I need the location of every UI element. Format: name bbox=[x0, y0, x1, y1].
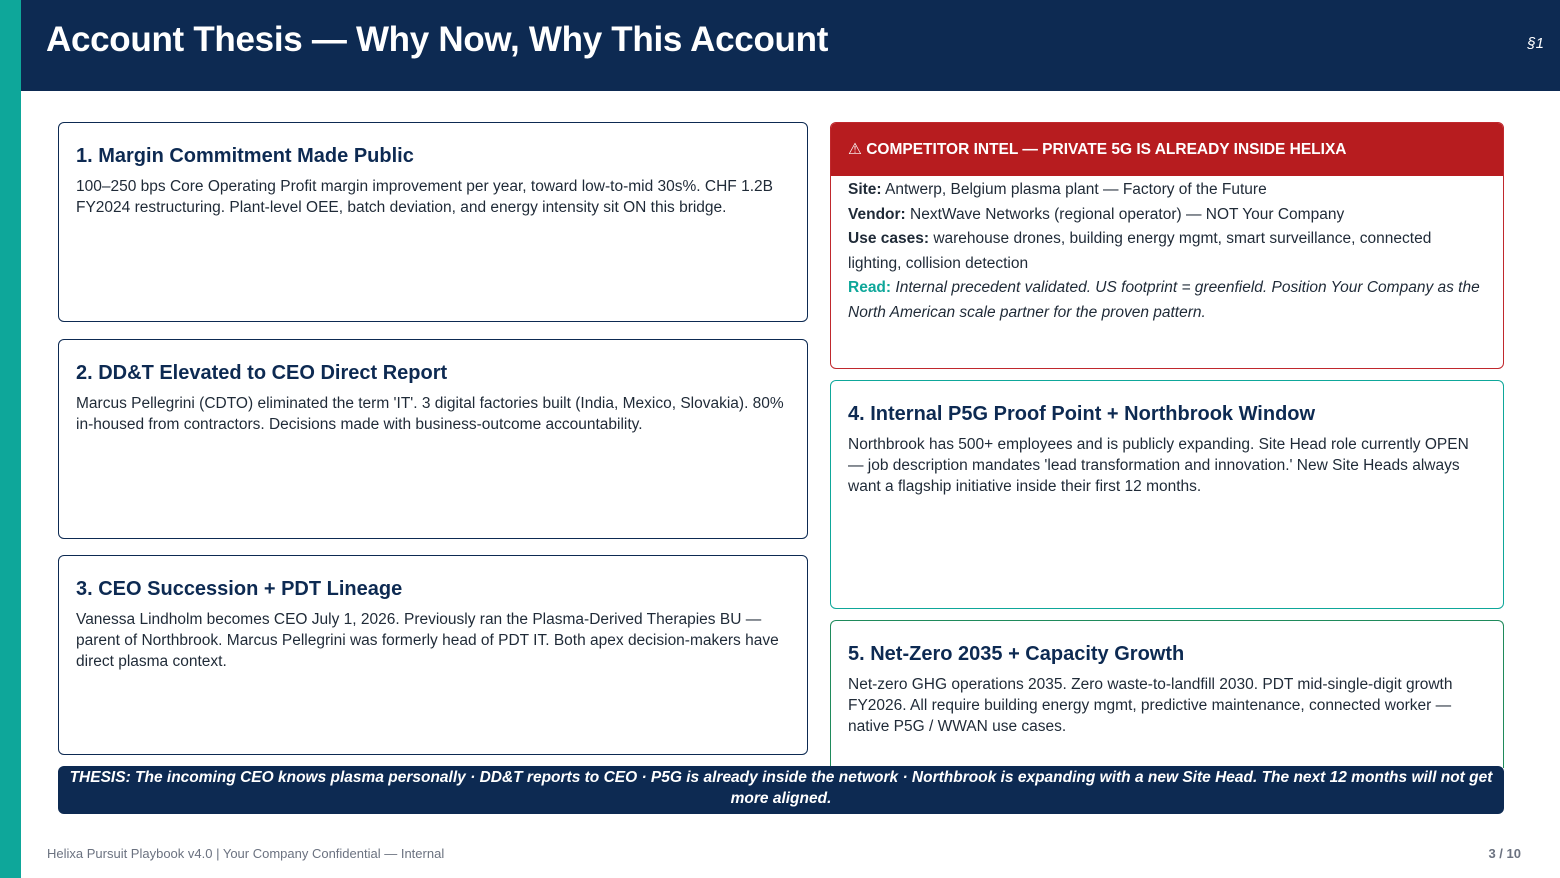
competitor-intel-header bbox=[831, 123, 1503, 176]
card-title: 1. Margin Commitment Made Public bbox=[76, 145, 414, 167]
intel-read-line bbox=[848, 276, 1486, 325]
card-body: Vanessa Lindholm becomes CEO July 1, 2026. Previously ran the Plasma-Derived Therapies BU — parent of Northbrook. Marcus Pellegrini was formerly head of PDT IT. Both apex decision-makers have direct plasma context. bbox=[76, 611, 779, 670]
card-body: 100–250 bps Core Operating Profit margin improvement per year, toward low-to-mid 30s%. CHF 1.2B FY2024 restructuring. Plant-level OEE, batch deviation, and energy intensity sit ON this bridge. bbox=[76, 178, 773, 216]
site-label: Site: bbox=[848, 181, 882, 198]
competitor-intel-heading: COMPETITOR INTEL — PRIVATE 5G IS ALREADY INSIDE HELIXA bbox=[866, 141, 1347, 158]
card-margin-commitment bbox=[58, 122, 808, 322]
site-value: Antwerp, Belgium plasma plant — Factory of the Future bbox=[885, 181, 1267, 198]
card-ceo-succession bbox=[58, 555, 808, 755]
usecases-label: Use cases: bbox=[848, 230, 930, 247]
intel-site-line bbox=[848, 178, 1486, 203]
card-title: 4. Internal P5G Proof Point + Northbrook Window bbox=[848, 403, 1316, 425]
slide-title: Account Thesis — Why Now, Why This Account bbox=[46, 20, 829, 59]
left-accent-bar bbox=[0, 0, 21, 878]
page-number: 3 / 10 bbox=[1488, 846, 1521, 861]
competitor-intel-panel bbox=[830, 122, 1504, 369]
card-title: 5. Net-Zero 2035 + Capacity Growth bbox=[848, 643, 1185, 665]
slide-header bbox=[21, 0, 1560, 91]
usecases-value: warehouse drones, building energy mgmt, smart surveillance, connected lighting, collision detection bbox=[848, 230, 1432, 272]
read-label: Read: bbox=[848, 279, 892, 296]
intel-usecases-line bbox=[848, 227, 1486, 276]
card-ddt-elevated bbox=[58, 339, 808, 539]
intel-vendor-line bbox=[848, 203, 1486, 228]
card-p5g-proof-point bbox=[830, 380, 1504, 609]
section-marker: §1 bbox=[1527, 35, 1544, 52]
card-title: 3. CEO Succession + PDT Lineage bbox=[76, 578, 403, 600]
vendor-value: NextWave Networks (regional operator) — NOT Your Company bbox=[910, 205, 1345, 223]
card-body: Marcus Pellegrini (CDTO) eliminated the term 'IT'. 3 digital factories built (India, Mexico, Slovakia). 80% in-housed from contractors. Decisions made with business-outcome accountability. bbox=[76, 395, 784, 433]
warning-icon: ⚠ bbox=[848, 141, 862, 158]
card-net-zero bbox=[830, 620, 1504, 768]
competitor-intel-body bbox=[831, 176, 1503, 325]
footer-text: Helixa Pursuit Playbook v4.0 | Your Company Confidential — Internal bbox=[47, 846, 445, 861]
thesis-banner: THESIS: The incoming CEO knows plasma personally · DD&T reports to CEO · P5G is already inside the network · Northbrook is expanding with a new Site Head. The next 12 months will not get more aligned. bbox=[58, 766, 1504, 814]
read-value: Internal precedent validated. US footprint = greenfield. Position Your Company as the North American scale partner for the proven pattern. bbox=[848, 279, 1480, 321]
card-body: Net-zero GHG operations 2035. Zero waste-to-landfill 2030. PDT mid-single-digit growth FY2026. All require building energy mgmt, predictive maintenance, connected worker — native P5G / WWAN use cases. bbox=[848, 676, 1453, 735]
card-body: Northbrook has 500+ employees and is publicly expanding. Site Head role currently OPEN — job description mandates 'lead transformation and innovation.' New Site Heads always want a flagship initiative inside their first 12 months. bbox=[848, 436, 1469, 495]
card-title: 2. DD&T Elevated to CEO Direct Report bbox=[76, 362, 448, 384]
vendor-label: Vendor: bbox=[848, 205, 906, 223]
